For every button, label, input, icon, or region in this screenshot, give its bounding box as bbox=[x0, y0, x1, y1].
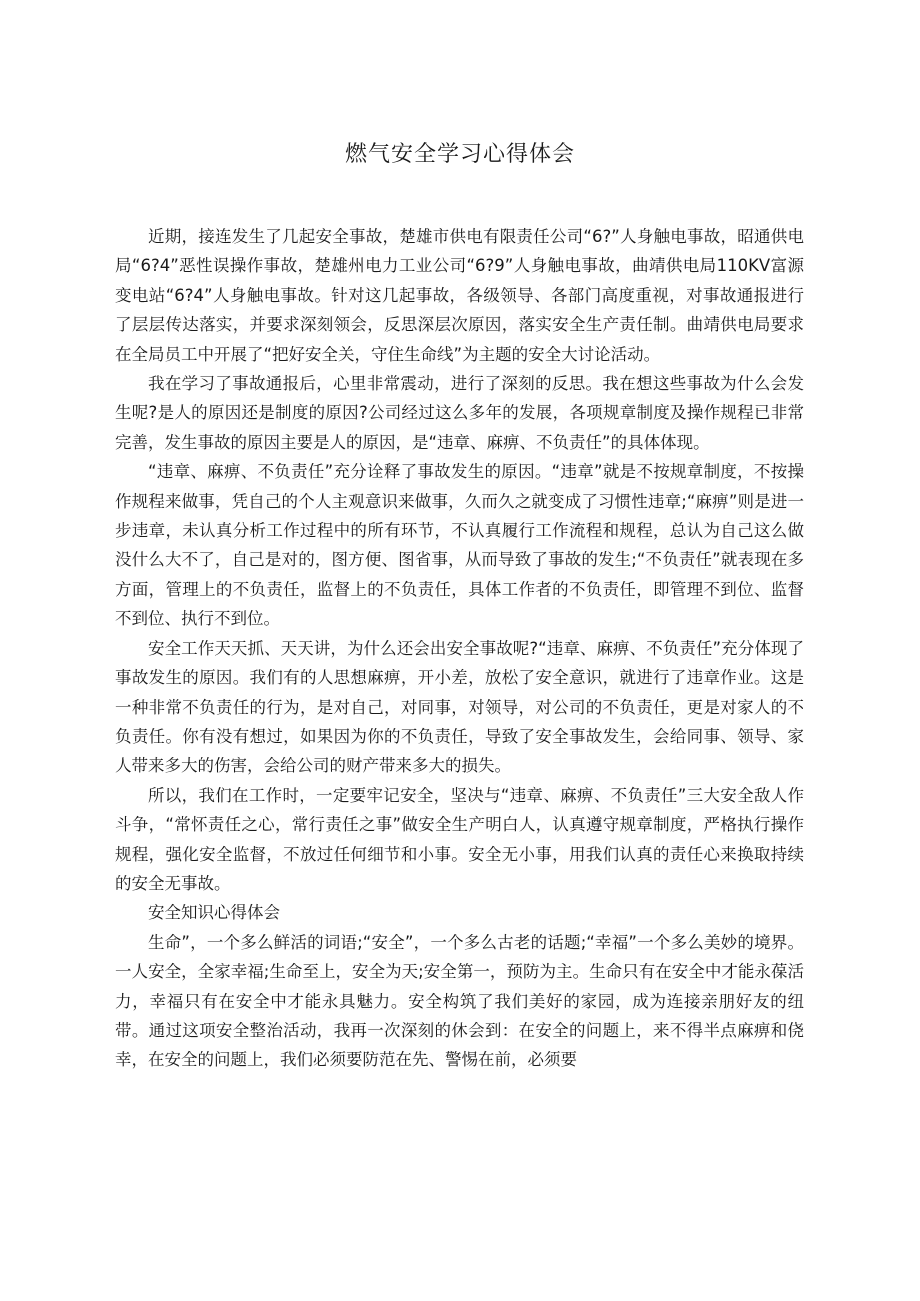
paragraph-1: 近期，接连发生了几起安全事故，楚雄市供电有限责任公司“6?”人身触电事故，昭通供电局“6?4”恶性误操作事故，楚雄州电力工业公司“6?9”人身触电事故，曲靖供电局110KV富源变电站“6?4”人身触电事故。针对这几起事故，各级领导、各部门高度重视，对事故通报进行了层层传达落实，并要求深刻领会，反思深层次原因，落实安全生产责任制。曲靖供电局要求在全局员工中开展了“把好安全关，守住生命线”为主题的安全大讨论活动。 bbox=[115, 227, 804, 364]
paragraph-4: 安全工作天天抓、天天讲，为什么还会出安全事故呢?“违章、麻痹、不负责任”充分体现了事故发生的原因。我们有的人思想麻痹，开小差，放松了安全意识，就进行了违章作业。这是一种非常不负责任的行为，是对自己，对同事，对领导，对公司的不负责任，更是对家人的不负责任。你有没有想过，如果因为你的不负责任，导致了安全事故发生，会给同事、领导、家人带来多大的伤害，会给公司的财产带来多大的损失。 bbox=[115, 638, 804, 776]
page-title: 燃气安全学习心得体会 bbox=[344, 142, 575, 167]
paragraph-2: 我在学习了事故通报后，心里非常震动，进行了深刻的反思。我在想这些事故为什么会发生呢?是人的原因还是制度的原因?公司经过这么多年的发展，各项规章制度及操作规程已非常完善，发生事故的原因主要是人的原因，是“违章、麻痹、不负责任”的具体体现。 bbox=[115, 374, 804, 452]
paragraph-6: 生命”，一个多么鲜活的词语;“安全”，一个多么古老的话题;“幸福”一个多么美妙的境界。一人安全，全家幸福;生命至上，安全为天;安全第一，预防为主。生命只有在安全中才能永葆活力，幸福只有在安全中才能永具魅力。安全构筑了我们美好的家园，成为连接亲朋好友的纽带。通过这项安全整治活动，我再一次深刻的休会到：在安全的问题上，来不得半点麻痹和侥幸，在安全的问题上，我们必须要防范在先、警惕在前，必须要 bbox=[115, 932, 804, 1070]
paragraph-3: “违章、麻痹、不负责任”充分诠释了事故发生的原因。“违章”就是不按规章制度，不按操作规程来做事，凭自己的个人主观意识来做事，久而久之就变成了习惯性违章;“麻痹”则是进一步违章，未认真分析工作过程中的所有环节，不认真履行工作流程和规程，总认为自己这么做没什么大不了，自己是对的，图方便、图省事，从而导致了事故的发生;“不负责任”就表现在多方面，管理上的不负责任，监督上的不负责任，具体工作者的不负责任，即管理不到位、监督不到位、执行不到位。 bbox=[115, 462, 804, 629]
document-body bbox=[115, 222, 804, 1075]
paragraph-5: 所以，我们在工作时，一定要牢记安全，坚决与“违章、麻痹、不负责任”三大安全敌人作斗争，“常怀责任之心，常行责任之事”做安全生产明白人，认真遵守规章制度，严格执行操作规程，强化安全监督，不放过任何细节和小事。安全无小事，用我们认真的责任心来换取持续的安全无事故。 bbox=[115, 785, 804, 893]
section-heading: 安全知识心得体会 bbox=[148, 903, 280, 923]
